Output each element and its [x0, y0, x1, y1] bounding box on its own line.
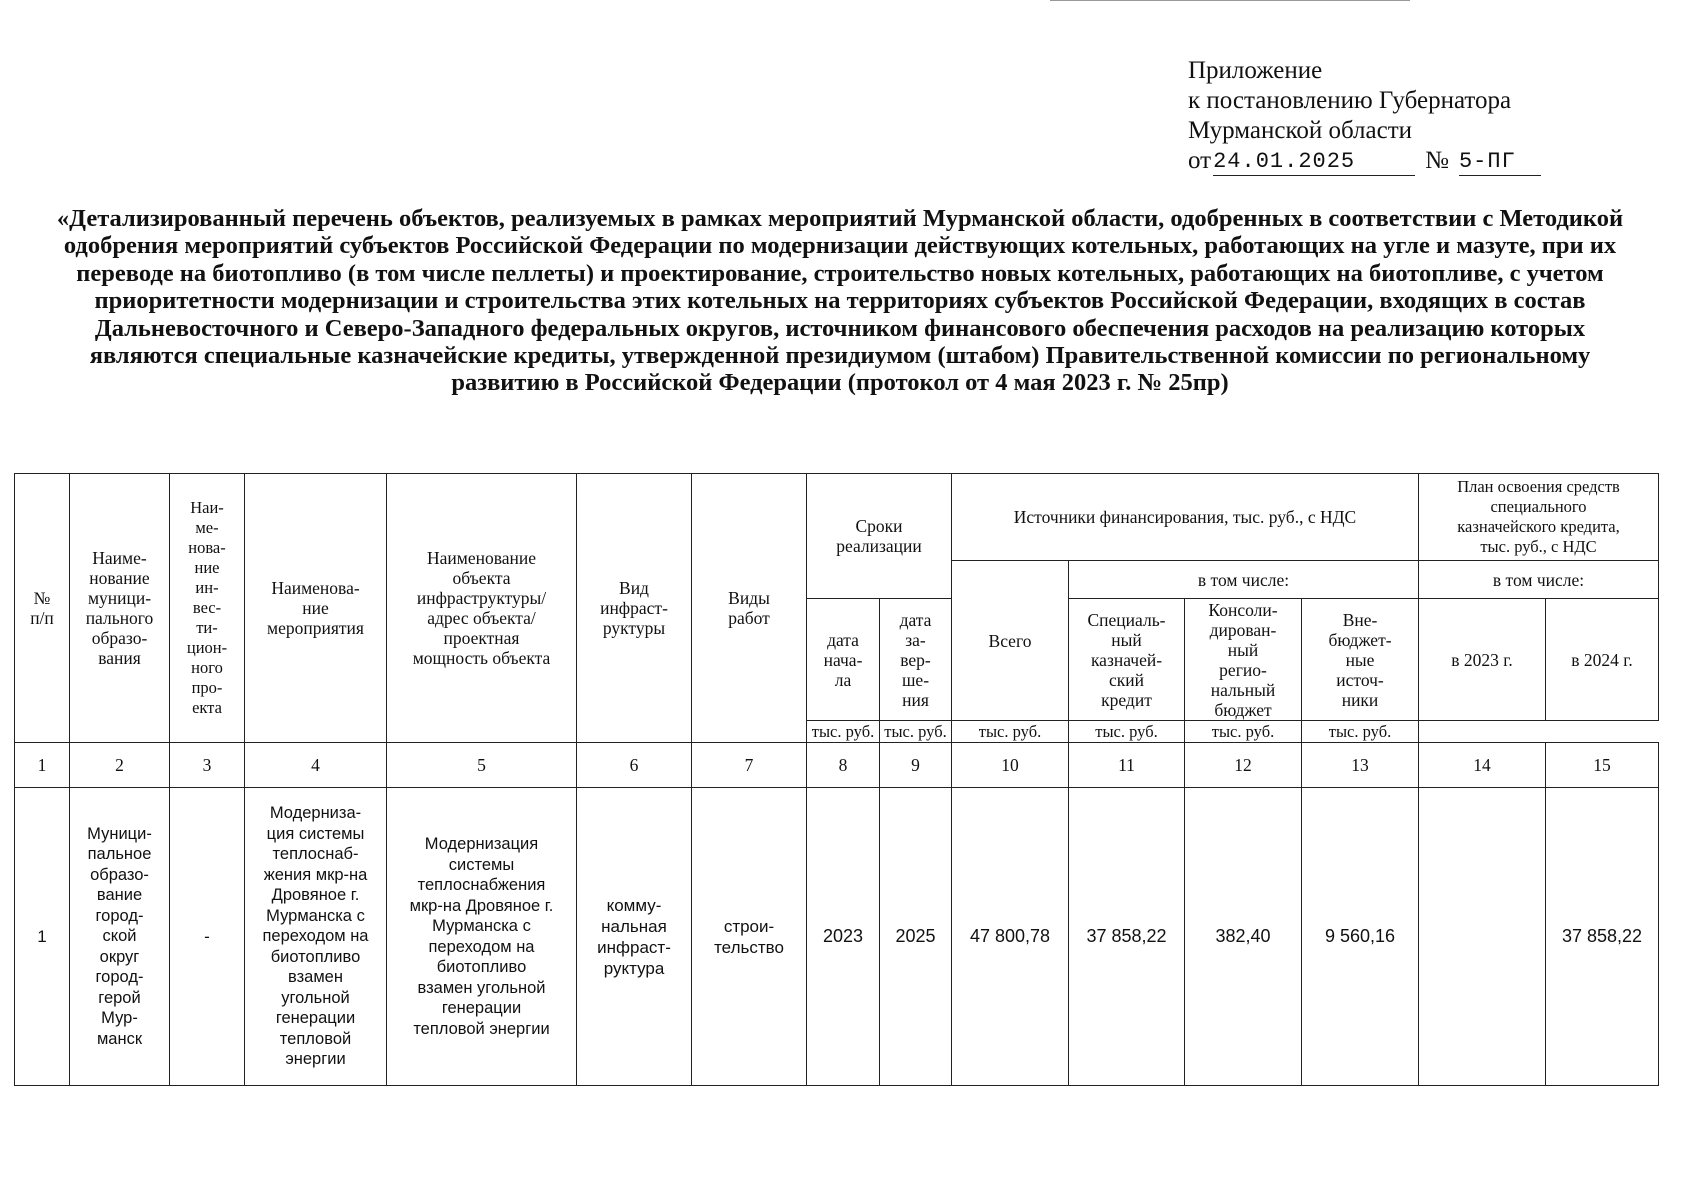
- header-start-date: дата нача- ла: [807, 599, 880, 721]
- column-number: 5: [387, 743, 577, 788]
- header-object: Наименование объекта инфраструктуры/ адрес объекта/ проектная мощность объекта: [387, 474, 577, 743]
- objects-table: [14, 473, 1659, 1086]
- appendix-line-1: Приложение: [1188, 57, 1323, 84]
- column-number: 2: [70, 743, 170, 788]
- top-edge-rule: [1050, 0, 1410, 1]
- object-cell: Модернизация системы теплоснабжения мкр-на Дровяное г. Мурманска с переходом на биотопливо взамен угольной генерации тепловой энергии: [387, 788, 577, 1086]
- extrabudget-cell: 9 560,16: [1302, 788, 1419, 1086]
- end-year-cell: 2025: [880, 788, 952, 1086]
- infrastructure-type-cell: комму- нальная инфраст- руктура: [577, 788, 692, 1086]
- column-number: 14: [1419, 743, 1546, 788]
- consolidated-budget-cell: 382,40: [1185, 788, 1302, 1086]
- appendix-block: [1188, 56, 1541, 176]
- column-number: 10: [952, 743, 1069, 788]
- number-sign: №: [1425, 147, 1449, 174]
- unit-label: тыс. руб.: [952, 721, 1069, 743]
- unit-label: тыс. руб.: [1069, 721, 1185, 743]
- column-number: 3: [170, 743, 245, 788]
- investment-project-cell: -: [170, 788, 245, 1086]
- column-number: 1: [15, 743, 70, 788]
- row-number: 1: [15, 788, 70, 1086]
- header-municipality: Наиме- нование муници- пального образо- вания: [70, 474, 170, 743]
- date-prefix: от: [1188, 147, 1212, 174]
- column-number: 8: [807, 743, 880, 788]
- header-funding-including: в том числе:: [1069, 561, 1419, 599]
- column-number: 6: [577, 743, 692, 788]
- municipality-cell: Муници- пальное образо- вание город- ской округ город- герой Мур- манск: [70, 788, 170, 1086]
- header-special-credit: Специаль- ный казначей- ский кредит: [1069, 599, 1185, 721]
- header-plan: План освоения средств специального казначейского кредита, тыс. руб., с НДС: [1419, 474, 1659, 561]
- appendix-date-line: [1188, 146, 1541, 176]
- unit-label: тыс. руб.: [807, 721, 880, 743]
- column-number: 12: [1185, 743, 1302, 788]
- column-number: 13: [1302, 743, 1419, 788]
- appendix-line-2: к постановлению Губернатора: [1188, 87, 1512, 114]
- measure-cell: Модерниза- ция системы теплоснаб- жения мкр-на Дровяное г. Мурманска с переходом на биотопливо взамен угольной генерации тепловой энергии: [245, 788, 387, 1086]
- unit-label: тыс. руб.: [1302, 721, 1419, 743]
- header-infrastructure-type: Вид инфраст- руктуры: [577, 474, 692, 743]
- special-credit-cell: 37 858,22: [1069, 788, 1185, 1086]
- header-year-2024: в 2024 г.: [1546, 599, 1659, 721]
- column-number: 11: [1069, 743, 1185, 788]
- header-measure: Наименова- ние мероприятия: [245, 474, 387, 743]
- plan-2023-cell: [1419, 788, 1546, 1086]
- start-year-cell: 2023: [807, 788, 880, 1086]
- plan-2024-cell: 37 858,22: [1546, 788, 1659, 1086]
- work-type-cell: строи- тельство: [692, 788, 807, 1086]
- header-consolidated-budget: Консоли- дирован- ный регио- нальный бюджет: [1185, 599, 1302, 721]
- column-number: 15: [1546, 743, 1659, 788]
- header-investment-project: Наи- ме- нова- ние ин- вес- ти- цион- ного про- екта: [170, 474, 245, 743]
- total-cell: 47 800,78: [952, 788, 1069, 1086]
- header-row-number: № п/п: [15, 474, 70, 743]
- column-number-row: [15, 743, 1659, 788]
- unit-label: тыс. руб.: [880, 721, 952, 743]
- column-number: 7: [692, 743, 807, 788]
- header-row-1: [15, 474, 1659, 561]
- decree-number: 5-ПГ: [1459, 151, 1541, 176]
- header-extrabudget: Вне- бюджет- ные источ- ники: [1302, 599, 1419, 721]
- header-work-type: Виды работ: [692, 474, 807, 743]
- table-row: [15, 788, 1659, 1086]
- decree-date: 24.01.2025: [1213, 151, 1415, 176]
- header-end-date: дата за- вер- ше- ния: [880, 599, 952, 721]
- header-plan-including: в том числе:: [1419, 561, 1659, 599]
- column-number: 4: [245, 743, 387, 788]
- column-number: 9: [880, 743, 952, 788]
- header-year-2023: в 2023 г.: [1419, 599, 1546, 721]
- appendix-line-3: Мурманской области: [1188, 117, 1413, 144]
- header-funding-sources: Источники финансирования, тыс. руб., с НДС: [952, 474, 1419, 561]
- header-total: Всего: [952, 561, 1069, 721]
- header-period: Сроки реализации: [807, 474, 952, 599]
- unit-label: тыс. руб.: [1185, 721, 1302, 743]
- document-title: «Детализированный перечень объектов, реализуемых в рамках мероприятий Мурманской области, одобренных в соответствии с Методикой одобрения мероприятий субъектов Российской Федерации по модернизации действующих котельных, работающих на угле и мазуте, при их переводе на биотопливо (в том числе пеллеты) и проектирование, строительство новых котельных, работающих на биотопливе, с учетом приоритетности модернизации и строительства этих котельных на территориях субъектов Российской Федерации, входящих в состав Дальневосточного и Северо-Западного федеральных округов, источником финансового обеспечения расходов на реализацию которых являются специальные казначейские кредиты, утвержденной президиумом (штабом) Правительственной комиссии по региональному развитию в Российской Федерации (протокол от 4 мая 2023 г. № 25пр): [56, 205, 1624, 397]
